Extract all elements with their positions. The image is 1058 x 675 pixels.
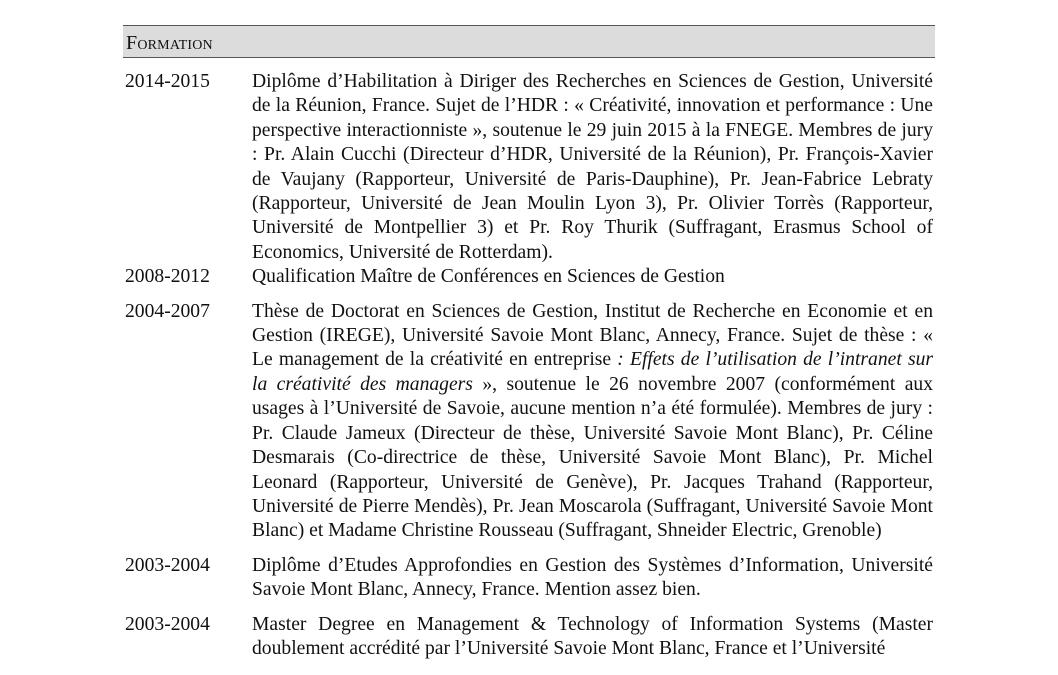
entry-year: 2004-2007 bbox=[125, 300, 210, 322]
education-entry bbox=[125, 300, 933, 544]
entry-year: 2003-2004 bbox=[125, 554, 210, 576]
entry-description: Master Degree en Management & Technology of Information Systems (Master doublement accrédité par l’Université Savoie Mont Blanc, France et l’Université bbox=[252, 613, 933, 659]
education-entry bbox=[125, 70, 933, 265]
entry-description bbox=[252, 300, 933, 544]
entry-year: 2014-2015 bbox=[125, 71, 210, 92]
entry-year: 2008-2012 bbox=[125, 266, 210, 288]
section-title: Formation bbox=[126, 32, 213, 54]
entry-description: Diplôme d’Etudes Approfondies en Gestion des Systèmes d’Information, Université Savoie Mont Blanc, Annecy, France. Mention assez bien. bbox=[252, 554, 933, 601]
entry-description: Diplôme d’Habilitation à Diriger des Recherches en Sciences de Gestion, Université de la Réunion, France. Sujet de l’HDR : « Créativité, innovation et performance : Une perspective interactionniste », soutenue le 29 juin 2015 à la FNEGE. Membres de jury : Pr. Alain Cucchi (Directeur d’HDR, Université de la Réunion), Pr. François-Xavier de Vaujany (Rapporteur, Université de Paris-Dauphine), Pr. Jean-Fabrice Lebraty (Rapporteur, Université de Jean Moulin Lyon 3), Pr. Olivier Torrès (Rapporteur, Université de Montpellier 3) et Pr. Roy Thurik (Suffragant, Erasmus School of Economics, Université de Rotterdam). bbox=[252, 71, 933, 263]
entry-year: 2003-2004 bbox=[125, 613, 210, 635]
thesis-text-start: Thèse de Doctorat en Sciences de Gestion, Institut de Recherche en Economie et en Gestion (IREGE), Université Savoie Mont Blanc, Annecy, France. Sujet de thèse : « Le management de la créativité en entreprise bbox=[252, 300, 933, 371]
education-entry bbox=[125, 613, 933, 662]
thesis-subtitle: : Effets de l’utilisation de l’intranet sur la créativité des managers bbox=[252, 349, 933, 395]
education-entry bbox=[125, 554, 933, 603]
entry-description: Qualification Maître de Conférences en Sciences de Gestion bbox=[252, 266, 725, 288]
section-header bbox=[123, 25, 935, 58]
thesis-text-end: », soutenue le 26 novembre 2007 (conformément aux usages à l’Université de Savoie, aucune mention n’a été formulée). Membres de jury : Pr. Claude Jameux (Directeur de thèse, Université Savoie Mont Blanc), Pr. Céline Desmarais (Co-directrice de thèse, Université Savoie Mont Blanc), Pr. Michel Leonard (Rapporteur, Université de Genève), Pr. Jacques Trahand (Rapporteur, Université de Pierre Mendès), Pr. Jean Moscarola (Suffragant, Université Savoie Mont Blanc) et Madame Christine Rousseau (Suffragant, Shneider Electric, Grenoble) bbox=[252, 373, 933, 542]
education-entry bbox=[125, 265, 933, 289]
education-list bbox=[125, 70, 933, 661]
